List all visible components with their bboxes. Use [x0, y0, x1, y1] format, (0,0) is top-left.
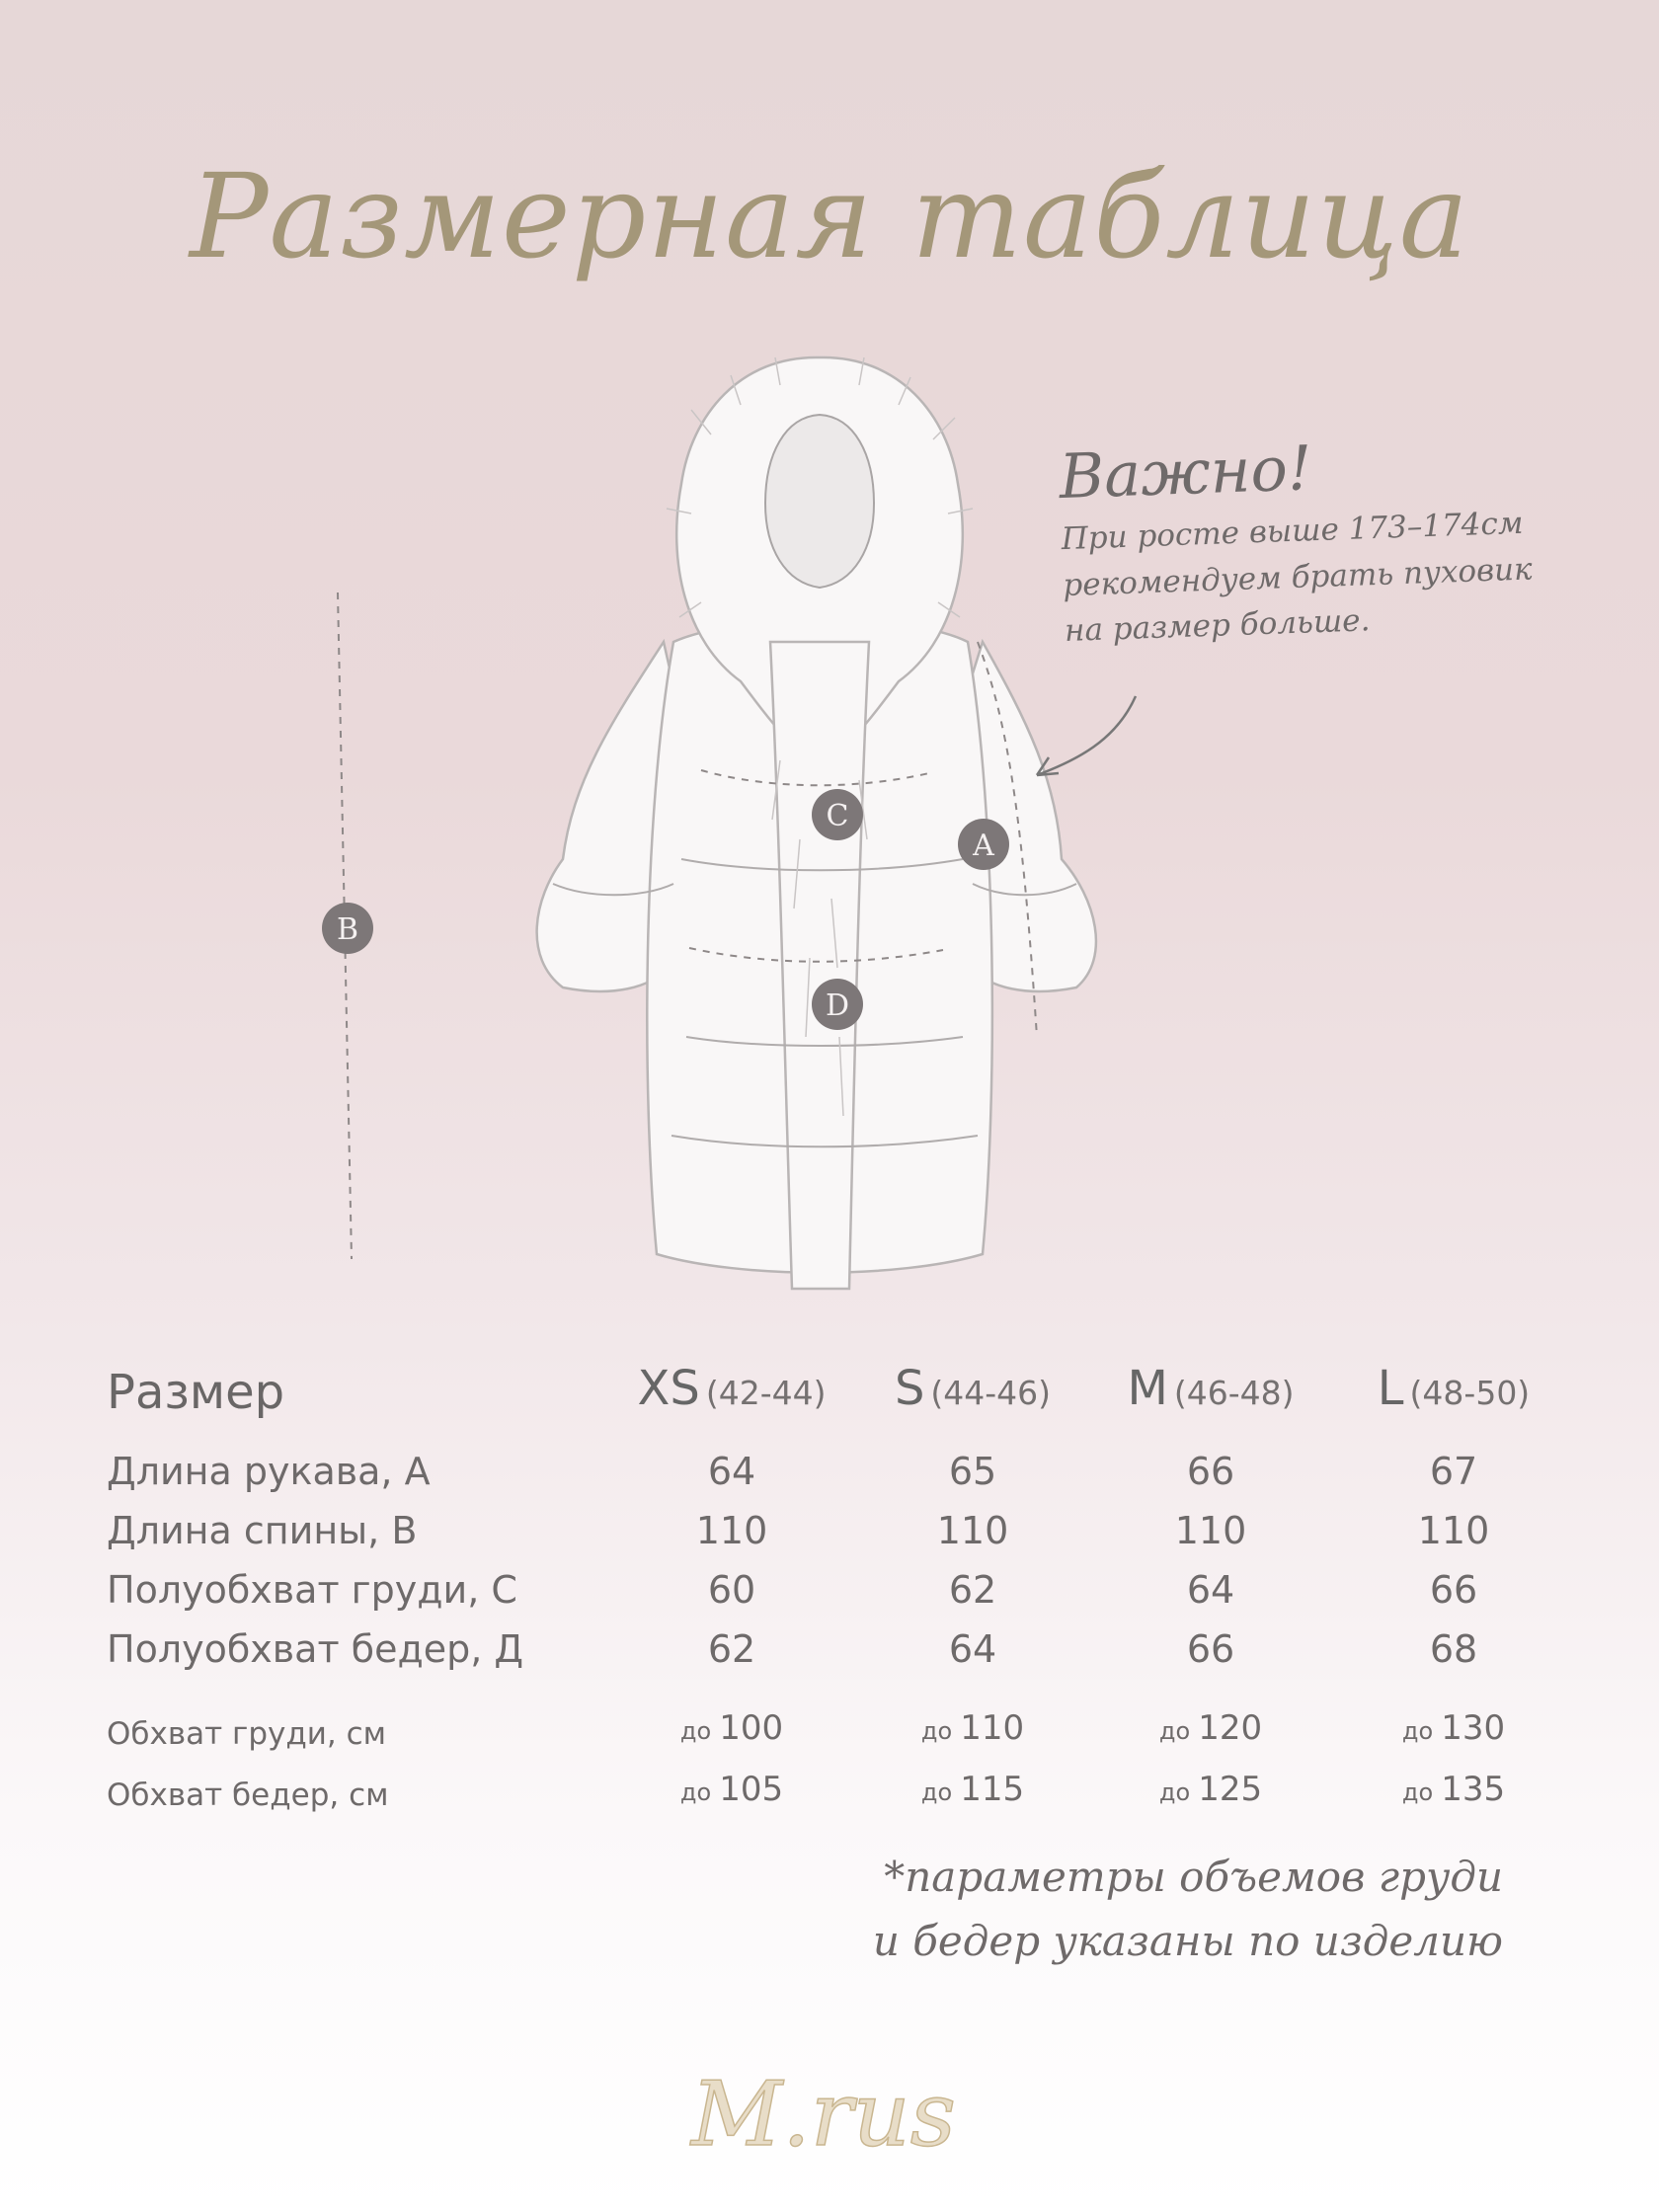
row-label: Полуобхват бедер, Д: [107, 1627, 524, 1671]
important-note: [1058, 426, 1578, 655]
table-cell: 110: [695, 1509, 768, 1552]
table-cell: 62: [707, 1627, 756, 1671]
footnote: [873, 1845, 1503, 1973]
marker-b: B: [336, 912, 359, 947]
marker-a: A: [973, 829, 994, 863]
marker-d: D: [825, 988, 850, 1023]
table-cell: до 100: [679, 1708, 784, 1748]
table-cell: 64: [948, 1627, 997, 1671]
table-cell: 68: [1429, 1627, 1478, 1671]
table-cell: 65: [948, 1450, 997, 1493]
size-header-label: Размер: [107, 1365, 285, 1420]
table-cell: 110: [1417, 1509, 1490, 1552]
table-row-sleeve-length: [107, 1450, 1568, 1509]
size-header-xs: XS (42-44): [637, 1361, 827, 1416]
table-cell: 67: [1429, 1450, 1478, 1493]
note-arrow: [1037, 696, 1136, 775]
table-cell: 66: [1429, 1568, 1478, 1612]
size-header-l: L (48-50): [1377, 1361, 1531, 1416]
table-cell: до 110: [920, 1708, 1025, 1748]
hood-face: [765, 415, 874, 588]
table-cell: до 115: [920, 1770, 1025, 1809]
table-cell: 66: [1186, 1450, 1235, 1493]
table-row-chest-girth: [107, 1708, 1568, 1770]
footnote-line-1: *параметры объемов груди: [884, 1853, 1503, 1901]
table-row-back-length: [107, 1509, 1568, 1568]
table-row-half-chest: [107, 1568, 1568, 1627]
row-label: Длина спины, В: [107, 1509, 418, 1552]
table-cell: 62: [948, 1568, 997, 1612]
table-cell: до 120: [1158, 1708, 1263, 1748]
table-cell: 66: [1186, 1627, 1235, 1671]
row-label: Длина рукава, А: [107, 1450, 431, 1493]
table-header-row: [107, 1353, 1568, 1450]
row-label: Обхват бедер, см: [107, 1778, 389, 1813]
table-row-half-hips: [107, 1627, 1568, 1687]
brand-logo: [681, 2054, 988, 2172]
row-label: Обхват груди, см: [107, 1716, 387, 1752]
table-cell: 64: [707, 1450, 756, 1493]
coat-illustration: [336, 346, 1136, 1323]
table-cell: до 105: [679, 1770, 784, 1809]
size-table: [107, 1353, 1568, 1831]
table-cell: до 125: [1158, 1770, 1263, 1809]
note-text: При росте выше 173–174см рекомендуем брать пуховик на размер больше.: [1061, 505, 1534, 650]
table-cell: до 130: [1401, 1708, 1506, 1748]
table-cell: 60: [707, 1568, 756, 1612]
table-cell: до 135: [1401, 1770, 1506, 1809]
table-cell: 64: [1186, 1568, 1235, 1612]
size-header-m: M (46-48): [1127, 1361, 1295, 1416]
page-title: Размерная таблица: [189, 148, 1470, 284]
table-cell: 110: [1174, 1509, 1247, 1552]
note-heading: Важно!: [1058, 432, 1313, 514]
marker-c: C: [826, 799, 849, 833]
footnote-line-2: и бедер указаны по изделию: [872, 1917, 1503, 1966]
table-cell: 110: [936, 1509, 1009, 1552]
size-header-s: S (44-46): [894, 1361, 1052, 1416]
table-row-hip-girth: [107, 1770, 1568, 1831]
row-label: Полуобхват груди, С: [107, 1568, 517, 1612]
logo-text: M.rus: [691, 2063, 956, 2167]
